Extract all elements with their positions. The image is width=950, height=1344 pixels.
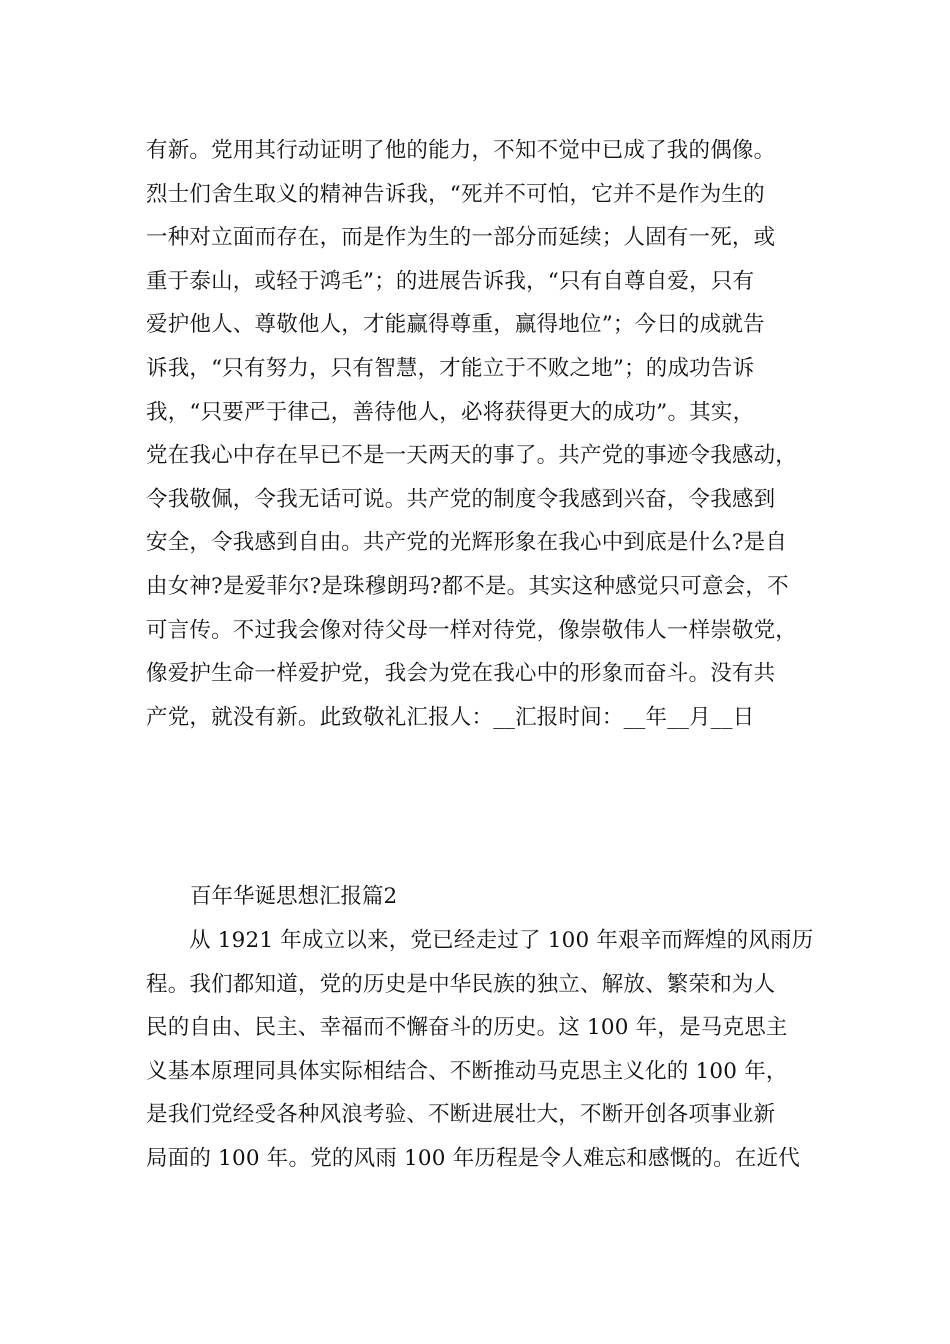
- text-line: 民的自由、民主、幸福而不懈奋斗的历史。这 100 年，是马克思主: [146, 1015, 788, 1041]
- text-line: 产党，就没有新。此致敬礼汇报人：__汇报时间：__年__月__日: [146, 704, 755, 730]
- text-line: 烈士们舍生取义的精神告诉我，“死并不可怕，它并不是作为生的: [146, 181, 765, 207]
- text-line: 党在我心中存在早已不是一天两天的事了。共产党的事迹令我感动，: [146, 443, 798, 469]
- text-line: 安全，令我感到自由。共产党的光辉形象在我心中到底是什么?是自: [146, 530, 788, 556]
- text-line: 义基本原理同具体实际相结合、不断推动马克思主义化的 100 年，: [146, 1058, 788, 1084]
- text-line: 程。我们都知道，党的历史是中华民族的独立、解放、繁荣和为人: [146, 971, 776, 997]
- text-line: 从 1921 年成立以来，党已经走过了 100 年艰辛而辉煌的风雨历: [189, 928, 814, 953]
- text-line: 像爱护生命一样爱护党，我会为党在我心中的形象而奋斗。没有共: [146, 661, 776, 687]
- text-line: 一种对立面而存在，而是作为生的一部分而延续；人固有一死，或: [146, 225, 776, 251]
- text-line: 是我们党经受各种风浪考验、不断进展壮大，不断开创各项事业新: [146, 1102, 776, 1128]
- text-line: 局面的 100 年。党的风雨 100 年历程是令人难忘和感慨的。在近代: [146, 1145, 800, 1171]
- text-line: 有新。党用其行动证明了他的能力，不知不觉中已成了我的偶像。: [146, 138, 776, 163]
- paragraph-continuation: [146, 129, 826, 739]
- paragraph-body: [146, 919, 826, 1181]
- text-line: 由女神?是爱菲尔?是珠穆朗玛?都不是。其实这种感觉只可意会，不: [146, 573, 789, 599]
- text-line: 爱护他人、尊敬他人，才能赢得尊重，赢得地位”；今日的成就告: [146, 312, 765, 338]
- section-heading: 百年华诞思想汇报篇2: [190, 884, 398, 909]
- text-line: 令我敬佩，令我无话可说。共产党的制度令我感到兴奋，令我感到: [146, 486, 776, 512]
- text-line: 我，“只要严于律己，善待他人，必将获得更大的成功”。其实，: [146, 399, 755, 425]
- text-line: 诉我，“只有努力，只有智慧，才能立于不败之地”；的成功告诉: [146, 355, 755, 381]
- text-line: 重于泰山，或轻于鸿毛”；的进展告诉我，“只有自尊自爱，只有: [146, 268, 755, 294]
- text-line: 可言传。不过我会像对待父母一样对待党，像崇敬伟人一样崇敬党，: [146, 617, 798, 643]
